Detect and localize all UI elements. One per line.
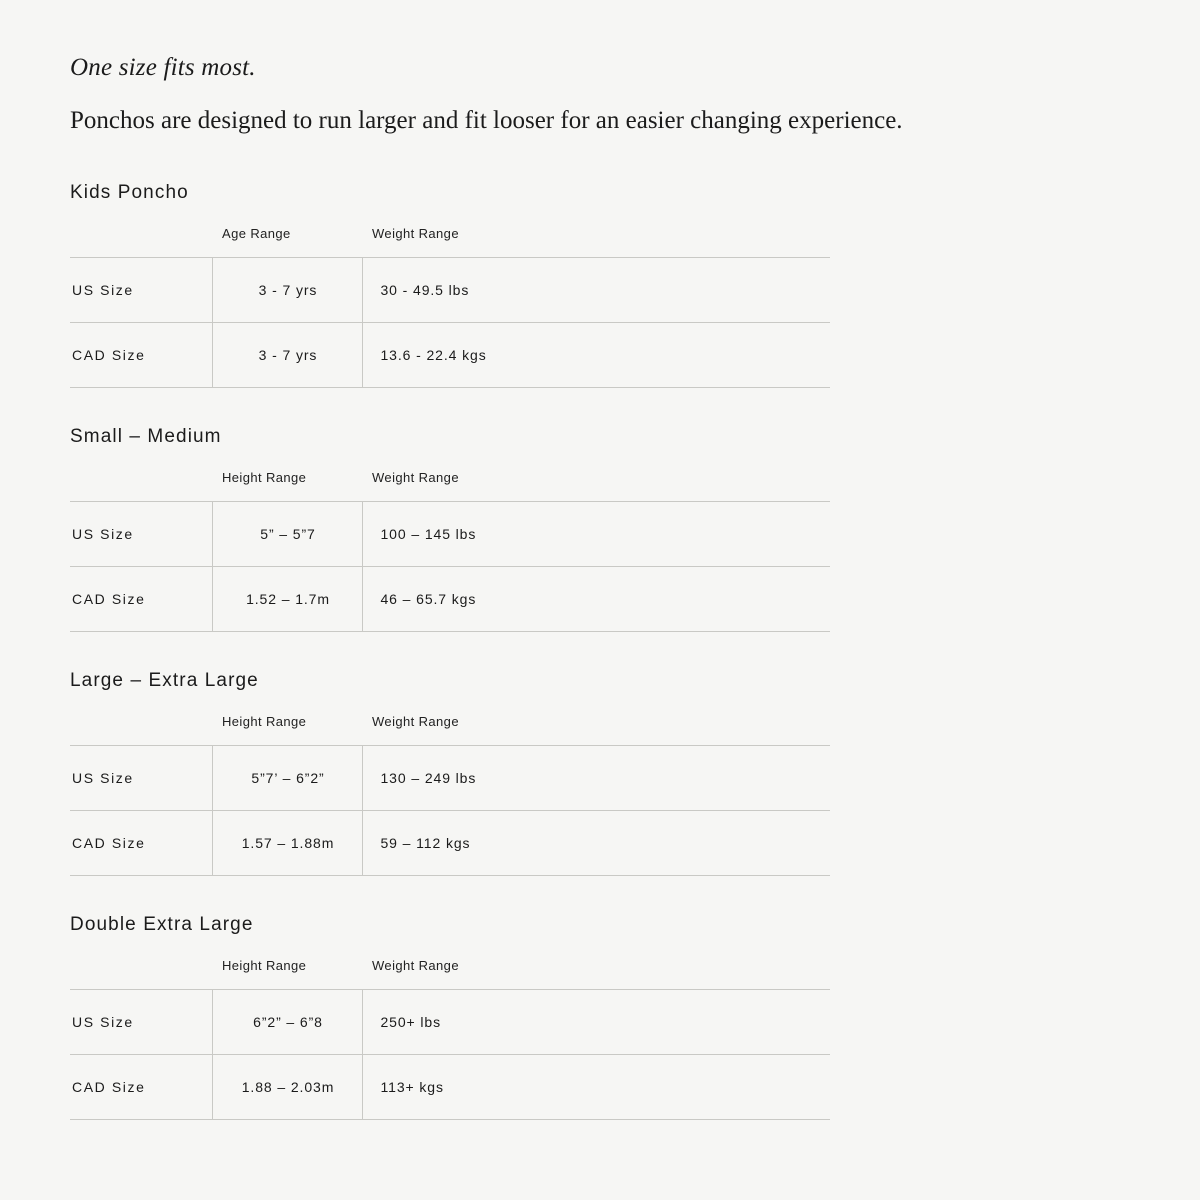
row-mid-cell [212, 1054, 362, 1119]
row-last-cell: 250+ lbs [362, 989, 830, 1054]
table-row [70, 501, 830, 566]
row-mid-cell [212, 257, 362, 322]
row-label: CAD Size [70, 1054, 212, 1119]
column-header-last: Weight Range [372, 469, 459, 485]
table-row [70, 257, 830, 322]
column-header-mid: Height Range [222, 957, 307, 973]
row-mid-cell [212, 322, 362, 387]
row-mid-cell [212, 810, 362, 875]
section-title: Kids Poncho [70, 181, 189, 203]
size-section-kids-poncho [70, 182, 1130, 388]
section-title: Small – Medium [70, 425, 222, 447]
table-header-row [70, 226, 830, 258]
row-last-cell: 13.6 - 22.4 kgs [362, 322, 830, 387]
column-header-blank [70, 958, 212, 990]
section-title: Large – Extra Large [70, 669, 259, 691]
size-table [70, 470, 830, 632]
section-title: Double Extra Large [70, 913, 254, 935]
cell-value: 5” – 5”7 [260, 525, 316, 542]
cell-value: 5”7’ – 6”2” [251, 769, 325, 786]
row-last-cell: 113+ kgs [362, 1054, 830, 1119]
size-table [70, 958, 830, 1120]
row-label: US Size [70, 257, 212, 322]
table-row [70, 322, 830, 387]
section-spacer [70, 396, 1130, 426]
row-last-cell: 130 – 249 lbs [362, 745, 830, 810]
size-table [70, 226, 830, 388]
table-row [70, 745, 830, 810]
cell-value: 6”2” – 6”8 [253, 1013, 323, 1030]
cell-value: 1.52 – 1.7m [246, 590, 330, 607]
row-last-cell: 30 - 49.5 lbs [362, 257, 830, 322]
row-label: US Size [70, 501, 212, 566]
row-mid-cell [212, 501, 362, 566]
section-spacer [70, 884, 1130, 914]
row-mid-cell [212, 989, 362, 1054]
cell-value: 1.88 – 2.03m [241, 1078, 335, 1095]
column-header-mid: Height Range [222, 713, 307, 729]
column-header-last: Weight Range [372, 713, 459, 729]
row-last-cell: 59 – 112 kgs [362, 810, 830, 875]
size-table [70, 714, 830, 876]
column-header-blank [70, 470, 212, 502]
column-header-mid: Age Range [222, 225, 291, 241]
size-section-double-extra-large [70, 914, 1130, 1120]
column-header-last: Weight Range [372, 957, 459, 973]
column-header-blank [70, 226, 212, 258]
table-row [70, 810, 830, 875]
column-header-blank [70, 714, 212, 746]
section-spacer [70, 640, 1130, 670]
cell-value: 1.57 – 1.88m [241, 834, 335, 851]
page-title: One size fits most. [70, 54, 256, 81]
column-header-mid: Height Range [222, 469, 307, 485]
table-header-row [70, 470, 830, 502]
table-row [70, 989, 830, 1054]
row-label: US Size [70, 745, 212, 810]
table-header-row [70, 958, 830, 990]
row-label: CAD Size [70, 322, 212, 387]
row-last-cell: 100 – 145 lbs [362, 501, 830, 566]
table-row [70, 566, 830, 631]
row-label: CAD Size [70, 810, 212, 875]
size-section-large-extra-large [70, 670, 1130, 876]
row-label: CAD Size [70, 566, 212, 631]
cell-value: 3 - 7 yrs [258, 281, 318, 298]
size-section-small-medium [70, 426, 1130, 632]
column-header-last: Weight Range [372, 225, 459, 241]
row-mid-cell [212, 745, 362, 810]
row-label: US Size [70, 989, 212, 1054]
table-row [70, 1054, 830, 1119]
row-last-cell: 46 – 65.7 kgs [362, 566, 830, 631]
table-header-row [70, 714, 830, 746]
page-subtitle: Ponchos are designed to run larger and fit looser for an easier changing experience. [70, 107, 903, 135]
row-mid-cell [212, 566, 362, 631]
cell-value: 3 - 7 yrs [258, 346, 318, 363]
